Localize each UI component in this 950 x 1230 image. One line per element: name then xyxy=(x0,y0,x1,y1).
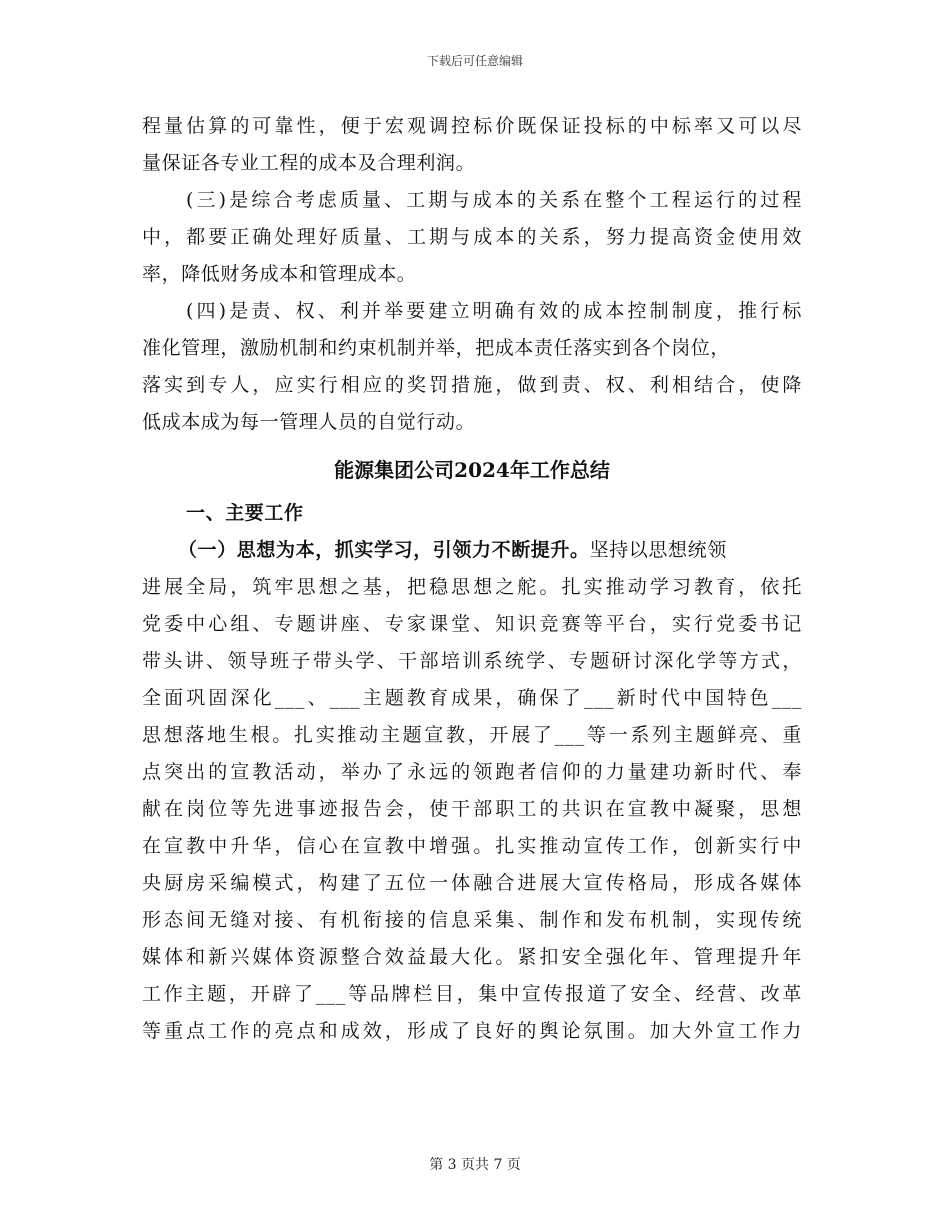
subsection-line: 献在岗位等先进事迹报告会，使干部职工的共识在宣教中凝聚，思想 xyxy=(142,798,802,820)
subsection-line: 带头讲、领导班子带头学、干部培训系统学、专题研讨深化学等方式， xyxy=(142,650,802,672)
subsection-line: 进展全局，筑牢思想之基，把稳思想之舵。扎实推动学习教育，依托 xyxy=(142,576,802,598)
page-header: 下载后可任意编辑 xyxy=(426,54,523,68)
subsection-first-line xyxy=(142,532,802,569)
subsection-line: 思想落地生根。扎实推动主题宣教，开展了___等一系列主题鲜亮、重 xyxy=(142,724,802,746)
section-heading: 一、主要工作 xyxy=(186,502,304,524)
subsection-line: 媒体和新兴媒体资源整合效益最大化。紧扣安全强化年、管理提升年 xyxy=(142,946,802,968)
page-footer: 第 3 页共 7 页 xyxy=(429,1157,521,1173)
paragraph-four-line: 低成本成为每一管理人员的自觉行动。 xyxy=(142,411,476,433)
subsection-line: 点突出的宣教活动，举办了永远的领跑者信仰的力量建功新时代、奉 xyxy=(142,761,802,783)
subsection-line: 在宣教中升华，信心在宣教中增强。扎实推动宣传工作，创新实行中 xyxy=(142,835,802,857)
subsection-line: 工作主题，开辟了___等品牌栏目，集中宣传报道了安全、经营、改革 xyxy=(142,983,802,1005)
subsection-line: 形态间无缝对接、有机衔接的信息采集、制作和发布机制，实现传统 xyxy=(142,909,802,931)
document-title: 能源集团公司2024年工作总结 xyxy=(334,458,610,482)
paragraph-three-line: 中，都要正确处理好质量、工期与成本的关系，努力提高资金使用效 xyxy=(142,226,802,248)
subsection-line: 党委中心组、专题讲座、专家课堂、知识竞赛等平台，实行党委书记 xyxy=(142,613,802,635)
paragraph-four-line: 准化管理，激励机制和约束机制并举，把成本责任落实到各个岗位， xyxy=(142,337,731,359)
subsection-first-rest: 坚持以思想统领 xyxy=(589,539,727,561)
body-line: 量保证各专业工程的成本及合理利润。 xyxy=(142,152,476,174)
subsection-line: 等重点工作的亮点和成效，形成了良好的舆论氛围。加大外宣工作力 xyxy=(142,1020,802,1042)
paragraph-three-line: (三)是综合考虑质量、工期与成本的关系在整个工程运行的过程 xyxy=(186,189,802,211)
paragraph-three-line: 率，降低财务成本和管理成本。 xyxy=(142,263,417,285)
subsection-line: 全面巩固深化___、___主题教育成果，确保了___新时代中国特色___ xyxy=(142,687,802,709)
subsection-heading: （一）思想为本，抓实学习，引领力不断提升。 xyxy=(178,539,590,561)
subsection-line: 央厨房采编模式，构建了五位一体融合进展大宣传格局，形成各媒体 xyxy=(142,872,802,894)
paragraph-four-line: 落实到专人，应实行相应的奖罚措施，做到责、权、利相结合，使降 xyxy=(142,374,802,396)
document-body xyxy=(142,108,802,1050)
body-line: 程量估算的可靠性，便于宏观调控标价既保证投标的中标率又可以尽 xyxy=(142,115,802,137)
paragraph-four-line: (四)是责、权、利并举要建立明确有效的成本控制制度，推行标 xyxy=(186,300,802,322)
